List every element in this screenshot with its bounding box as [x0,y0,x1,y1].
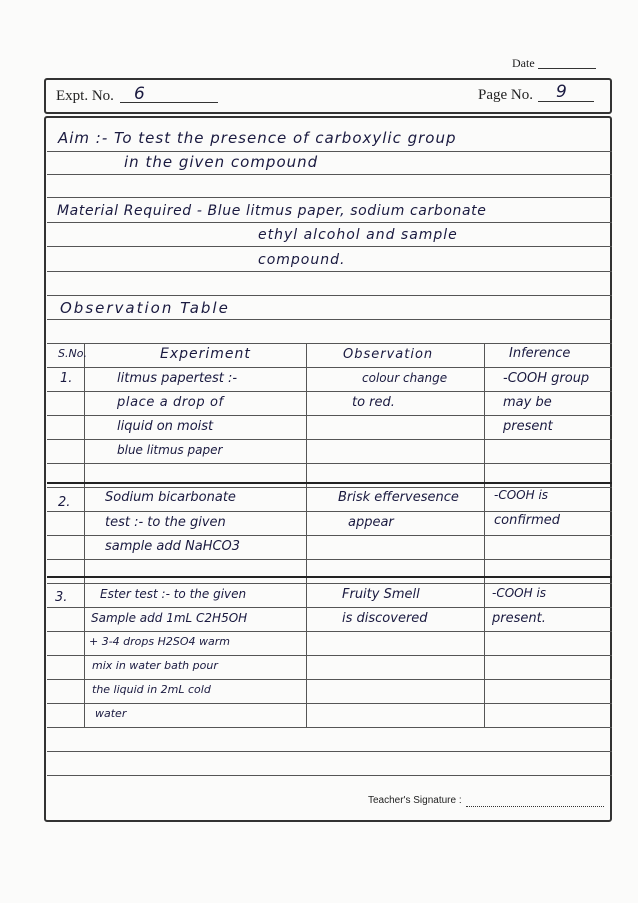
date-label: Date [512,56,535,70]
table-header-sno: S.No. [58,347,87,360]
aim-line-2: in the given compound [124,153,319,171]
table-row-3-inference-line-2: present. [492,611,546,626]
table-row-3-inference-line-1: -COOH is [492,586,547,600]
table-row-3-experiment-line-5: the liquid in 2mL cold [92,683,211,696]
observation-table-title: Observation Table [60,299,230,317]
table-row-3-observation-line-2: is discovered [342,611,428,626]
table-row-3-observation-line-1: Fruity Smell [342,587,420,602]
table-header-observation: Observation [343,347,434,362]
table-row-2-experiment-line-1: Sodium bicarbonate [105,490,236,505]
table-header-experiment: Experiment [160,346,251,362]
table-row-separator [47,482,612,484]
table-row-3-experiment-line-1: Ester test :- to the given [100,587,247,601]
material-line-2: ethyl alcohol and sample [258,227,458,243]
table-row-1-experiment-line-4: blue litmus paper [117,443,223,457]
expt-no-value: 6 [134,84,145,104]
table-row-2-experiment-line-2: test :- to the given [105,515,226,530]
table-row-3-experiment-line-6: water [95,707,127,720]
table-col-divider-2 [306,343,307,728]
table-row-2-observation-line-2: appear [348,515,394,530]
table-row-1-observation-line-2: to red. [352,395,395,410]
table-row-3-experiment-line-4: mix in water bath pour [92,659,218,672]
table-row-3-experiment-line-2: Sample add 1mL C2H5OH [91,611,248,625]
page-no-label: Page No. [478,87,533,103]
table-row-1-inference-line-2: may be [503,395,552,410]
table-row-1-experiment-line-3: liquid on moist [117,419,214,434]
table-row-2-inference-line-1: -COOH is [494,488,549,502]
table-row-1-experiment-line-1: litmus papertest :- [117,371,238,386]
table-row-1-experiment-line-2: place a drop of [117,395,224,410]
table-row-2-sno: 2. [58,495,71,510]
page-no-value: 9 [556,82,567,102]
date-underline [538,68,596,69]
table-row-2-experiment-line-3: sample add NaHCO3 [105,539,241,554]
table-row-2-observation-line-1: Brisk effervesence [338,490,459,505]
table-row-1-observation-line-1: colour change [362,371,448,385]
table-header-inference: Inference [509,346,571,361]
table-row-separator [47,576,612,578]
table-row-3-experiment-line-3: + 3-4 drops H2SO4 warm [89,635,231,648]
table-row-1-sno: 1. [60,371,73,386]
table-row-2-inference-line-2: confirmed [494,513,560,528]
table-row-3-sno: 3. [55,590,68,605]
material-line-1: Material Required - Blue litmus paper, sodium carbonate [57,203,487,219]
material-line-3: compound. [258,252,346,268]
table-col-divider-1 [84,343,85,728]
aim-line-1: Aim :- To test the presence of carboxylic group [58,129,457,147]
table-row-1-inference-line-1: -COOH group [503,371,590,386]
table-row-1-inference-line-3: present [503,419,553,434]
expt-no-label: Expt. No. [56,88,114,104]
signature-line [466,806,604,807]
teachers-signature-label: Teacher's Signature : [368,795,462,806]
table-col-divider-3 [484,343,485,728]
